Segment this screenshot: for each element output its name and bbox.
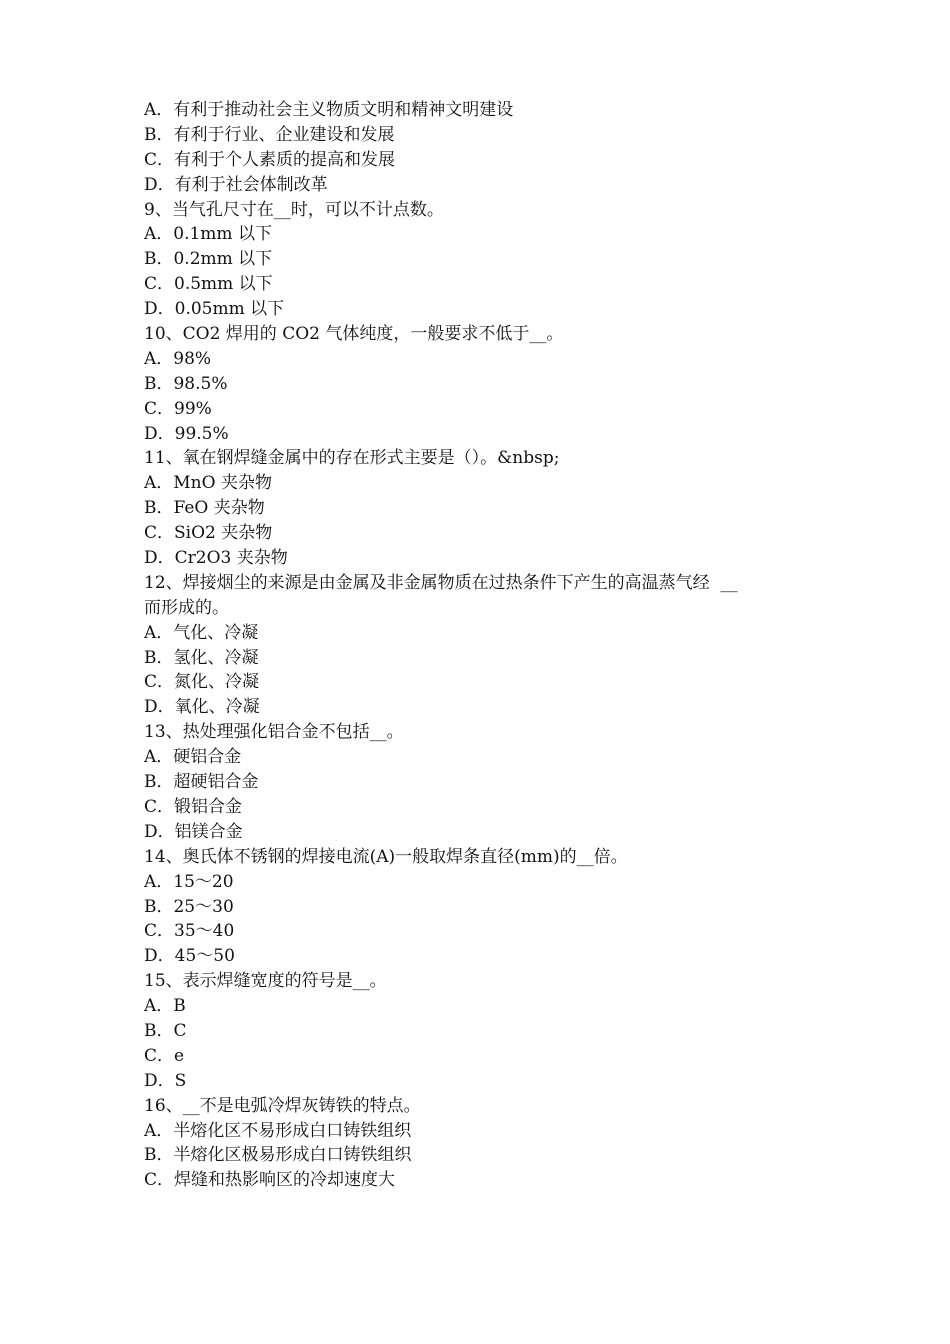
option-13d: D．铝镁合金 <box>144 821 243 842</box>
option-12a: A．气化、冷凝 <box>144 622 259 643</box>
option-16a: A．半熔化区不易形成白口铸铁组织 <box>144 1120 412 1141</box>
option-14b: B．25～30 <box>144 896 234 917</box>
option-11c: C．SiO2 夹杂物 <box>144 523 273 544</box>
option-9d: D．0.05mm 以下 <box>144 299 285 320</box>
question-13: 13、热处理强化铝合金不包括__。 <box>144 722 404 743</box>
question-10: 10、CO2 焊用的 CO2 气体纯度，一般要求不低于__。 <box>144 324 564 345</box>
question-14: 14、奥氏体不锈钢的焊接电流(A)一般取焊条直径(mm)的__倍。 <box>144 846 628 867</box>
option-8b: B．有利于行业、企业建设和发展 <box>144 124 395 145</box>
option-15c: C．e <box>144 1045 185 1066</box>
option-16b: B．半熔化区极易形成白口铸铁组织 <box>144 1145 412 1166</box>
option-10d: D．99.5% <box>144 423 229 444</box>
option-15a: A．B <box>144 996 186 1017</box>
question-9: 9、当气孔尺寸在__时，可以不计点数。 <box>144 199 444 220</box>
option-14a: A．15～20 <box>144 871 234 892</box>
question-16: 16、__不是电弧冷焊灰铸铁的特点。 <box>144 1095 421 1116</box>
option-10a: A．98% <box>144 348 212 369</box>
option-8c: C．有利于个人素质的提高和发展 <box>144 149 396 170</box>
document-body <box>144 98 824 1193</box>
option-13b: B．超硬铝合金 <box>144 772 259 793</box>
option-11a: A．MnO 夹杂物 <box>144 473 272 494</box>
option-12d: D．氧化、冷凝 <box>144 697 260 718</box>
option-16c: C．焊缝和热影响区的冷却速度大 <box>144 1170 396 1191</box>
option-8a: A．有利于推动社会主义物质文明和精神文明建设 <box>144 100 514 120</box>
option-9c: C．0.5mm 以下 <box>144 274 273 295</box>
option-15b: B．C <box>144 1020 187 1041</box>
option-11b: B．FeO 夹杂物 <box>144 498 265 519</box>
question-12: 12、焊接烟尘的来源是由金属及非金属物质在过热条件下产生的高温蒸气经 __ <box>144 572 738 593</box>
option-15d: D．S <box>144 1070 187 1091</box>
option-9a: A．0.1mm 以下 <box>144 224 272 245</box>
question-15: 15、表示焊缝宽度的符号是__。 <box>144 971 387 992</box>
option-13a: A．硬铝合金 <box>144 747 242 768</box>
option-10b: B．98.5% <box>144 373 228 394</box>
option-14d: D．45～50 <box>144 946 235 967</box>
question-12-cont: 而形成的。 <box>144 597 229 618</box>
option-14c: C．35～40 <box>144 921 235 942</box>
option-8d: D．有利于社会体制改革 <box>144 174 328 195</box>
option-13c: C．锻铝合金 <box>144 796 243 817</box>
option-11d: D．Cr2O3 夹杂物 <box>144 548 288 569</box>
option-9b: B．0.2mm 以下 <box>144 249 273 270</box>
option-12c: C．氮化、冷凝 <box>144 672 260 693</box>
option-10c: C．99% <box>144 398 212 419</box>
option-12b: B．氢化、冷凝 <box>144 647 259 668</box>
question-11: 11、氧在钢焊缝金属中的存在形式主要是（）。&nbsp; <box>144 448 560 469</box>
